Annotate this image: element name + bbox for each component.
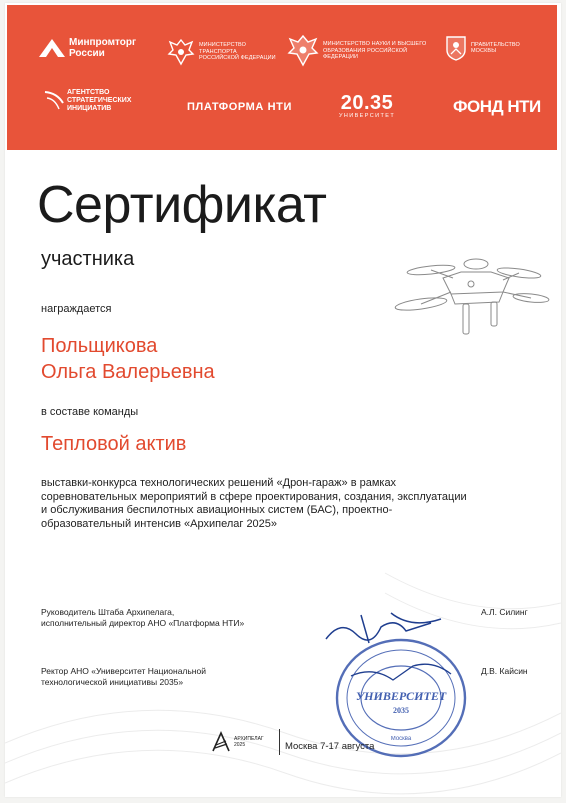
- signatory1-role: [41, 607, 244, 629]
- signatory2-role-line2: технологической инициативы 2035»: [41, 677, 184, 687]
- footer-divider: [279, 729, 280, 755]
- mintrans-text: МИНИСТЕРСТВО ТРАНСПОРТА РОССИЙСКОЙ ФЕДЕРАЦИИ: [199, 42, 276, 62]
- minpromtorg-icon: [39, 39, 65, 57]
- recipient-given-names: Ольга Валерьевна: [41, 361, 215, 383]
- eagle-emblem-icon: [167, 37, 195, 67]
- signatory2-role-line1: Ректор АНО «Университет Национальной: [41, 666, 206, 676]
- team-name: Тепловой актив: [41, 433, 187, 455]
- moscow-coat-of-arms-icon: [445, 35, 467, 61]
- university-2035-number: 20.35: [340, 92, 394, 114]
- minpromtorg-text: Минпромторг России: [69, 37, 137, 59]
- signatory1-name: А.Л. Силинг: [481, 607, 528, 617]
- asi-logo: [43, 89, 147, 113]
- recipient-surname: Польщикова: [41, 335, 158, 357]
- moscow-gov-logo: [445, 35, 529, 61]
- archipelago-text: [234, 736, 264, 748]
- certificate-sheet: [5, 3, 561, 797]
- awarded-label: награждается: [41, 303, 112, 315]
- stamp-city: Москва: [390, 736, 412, 742]
- minobrnauki-text: МИНИСТЕРСТВО НАУКИ И ВЫСШЕГО ОБРАЗОВАНИЯ РОССИЙСКОЙ ФЕДЕРАЦИИ: [323, 41, 427, 61]
- archipelago-logo: [211, 731, 264, 753]
- archipelago-icon: [211, 731, 231, 753]
- certificate-description: выставки-конкурса технологических решений «Дрон-гараж» в рамках соревновательных мероприятий в сфере проектирования, создания, эксплуатации и обслуживания беспилотных авиационных систем (БАС), проектно-образовательный интенсив «Архипелаг 2025»: [41, 477, 467, 530]
- fond-nti-logo: ФОНД НТИ: [453, 97, 541, 116]
- signatory1-role-line1: Руководитель Штаба Архипелага,: [41, 607, 175, 617]
- event-place-date: Москва 7-17 августа: [285, 741, 375, 752]
- header-banner: [7, 5, 557, 150]
- team-label: в составе команды: [41, 406, 139, 418]
- certificate-title: Сертификат: [37, 176, 327, 234]
- asi-swoosh-icon: [43, 89, 65, 113]
- platforma-nti-logo: ПЛАТФОРМА НТИ: [187, 101, 292, 113]
- signatory2-role: [41, 666, 206, 688]
- signatory1-role-line2: исполнительный директор АНО «Платформа НТИ»: [41, 618, 245, 628]
- archipelago-label: АРХИПЕЛАГ: [234, 736, 264, 742]
- university-2035-logo: [339, 93, 395, 119]
- university-2035-label: УНИВЕРСИТЕТ: [339, 113, 396, 119]
- asi-text: АГЕНТСТВО СТРАТЕГИЧЕСКИХ ИНИЦИАТИВ: [67, 89, 132, 112]
- minobrnauki-logo: [287, 33, 431, 69]
- certificate-subtitle: участника: [41, 248, 135, 270]
- stamp-year: 2035: [393, 706, 409, 715]
- stamp-text: УНИВЕРСИТЕТ: [355, 689, 447, 703]
- mintrans-logo: [167, 37, 277, 67]
- moscow-gov-text: ПРАВИТЕЛЬСТВО МОСКВЫ: [471, 41, 520, 54]
- archipelago-year: 2025: [234, 742, 246, 748]
- eagle-emblem-icon: [287, 33, 319, 69]
- drone-illustration-icon: [391, 248, 551, 348]
- minpromtorg-logo: [39, 37, 137, 59]
- recipient-name: [41, 333, 215, 385]
- signatory2-name: Д.В. Кайсин: [481, 666, 528, 676]
